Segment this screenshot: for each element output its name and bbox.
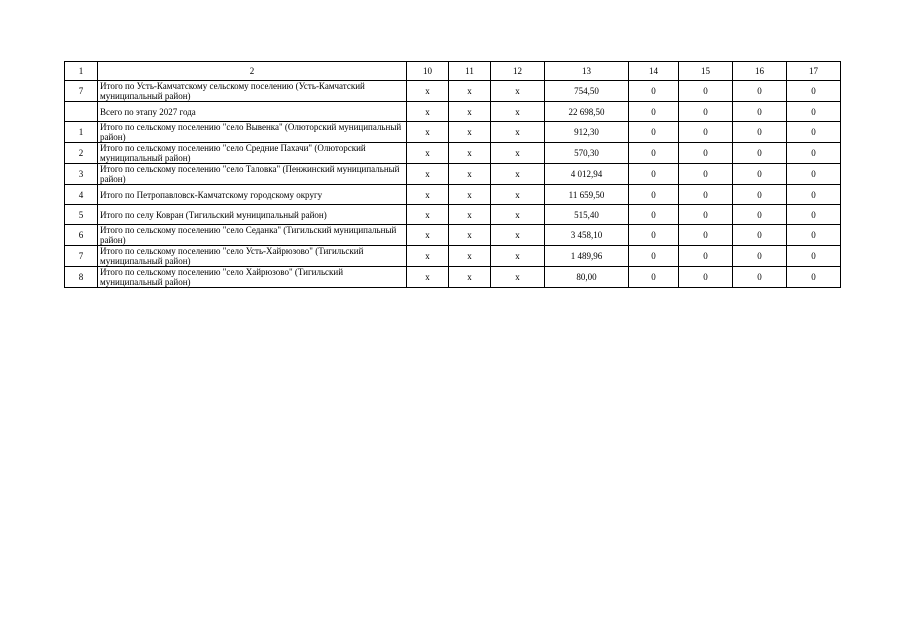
col10-cell: x — [407, 225, 449, 246]
col14-cell: 0 — [629, 246, 679, 267]
col10-cell: x — [407, 81, 449, 102]
col14-cell: 0 — [629, 225, 679, 246]
row-number-cell: 3 — [65, 164, 98, 185]
table-row — [65, 267, 841, 288]
row-number-cell: 7 — [65, 246, 98, 267]
row-name-cell: Всего по этапу 2027 года — [98, 102, 407, 122]
amount-cell: 570,30 — [545, 143, 629, 164]
row-number-cell: 2 — [65, 143, 98, 164]
col14-cell: 0 — [629, 102, 679, 122]
column-header: 17 — [787, 62, 841, 81]
col11-cell: x — [449, 102, 491, 122]
col15-cell: 0 — [679, 102, 733, 122]
amount-cell: 1 489,96 — [545, 246, 629, 267]
col11-cell: x — [449, 246, 491, 267]
amount-cell: 3 458,10 — [545, 225, 629, 246]
table-row — [65, 205, 841, 225]
col16-cell: 0 — [733, 122, 787, 143]
table-row — [65, 81, 841, 102]
row-name-cell: Итого по селу Ковран (Тигильский муниципальный район) — [98, 205, 407, 225]
col15-cell: 0 — [679, 143, 733, 164]
row-number-cell: 4 — [65, 185, 98, 205]
col14-cell: 0 — [629, 267, 679, 288]
column-header: 13 — [545, 62, 629, 81]
table-row — [65, 143, 841, 164]
col10-cell: x — [407, 164, 449, 185]
col15-cell: 0 — [679, 225, 733, 246]
column-header: 12 — [491, 62, 545, 81]
col15-cell: 0 — [679, 164, 733, 185]
amount-cell: 80,00 — [545, 267, 629, 288]
row-number-cell: 8 — [65, 267, 98, 288]
row-name-cell: Итого по сельскому поселению "село Вывенка" (Олюторский муниципальный район) — [98, 122, 407, 143]
col17-cell: 0 — [787, 185, 841, 205]
col17-cell: 0 — [787, 102, 841, 122]
amount-cell: 912,30 — [545, 122, 629, 143]
col12-cell: x — [491, 267, 545, 288]
row-number-cell: 6 — [65, 225, 98, 246]
col16-cell: 0 — [733, 164, 787, 185]
col12-cell: x — [491, 122, 545, 143]
col16-cell: 0 — [733, 81, 787, 102]
row-name-cell: Итого по Усть-Камчатскому сельскому поселению (Усть-Камчатский муниципальный район) — [98, 81, 407, 102]
col11-cell: x — [449, 122, 491, 143]
col16-cell: 0 — [733, 225, 787, 246]
table-row — [65, 225, 841, 246]
col11-cell: x — [449, 225, 491, 246]
amount-cell: 22 698,50 — [545, 102, 629, 122]
col10-cell: x — [407, 122, 449, 143]
table-row — [65, 102, 841, 122]
col17-cell: 0 — [787, 81, 841, 102]
column-header: 11 — [449, 62, 491, 81]
col15-cell: 0 — [679, 267, 733, 288]
col16-cell: 0 — [733, 143, 787, 164]
col14-cell: 0 — [629, 164, 679, 185]
col16-cell: 0 — [733, 246, 787, 267]
col15-cell: 0 — [679, 185, 733, 205]
row-name-cell: Итого по сельскому поселению "село Средние Пахачи" (Олюторский муниципальный район) — [98, 143, 407, 164]
col16-cell: 0 — [733, 205, 787, 225]
col11-cell: x — [449, 81, 491, 102]
col10-cell: x — [407, 267, 449, 288]
col15-cell: 0 — [679, 122, 733, 143]
col17-cell: 0 — [787, 122, 841, 143]
col11-cell: x — [449, 205, 491, 225]
row-number-cell: 1 — [65, 122, 98, 143]
column-header: 1 — [65, 62, 98, 81]
col10-cell: x — [407, 205, 449, 225]
row-name-cell: Итого по сельскому поселению "село Седанка" (Тигильский муниципальный район) — [98, 225, 407, 246]
col12-cell: x — [491, 205, 545, 225]
table-body — [65, 81, 841, 288]
col10-cell: x — [407, 102, 449, 122]
col16-cell: 0 — [733, 267, 787, 288]
row-number-cell: 7 — [65, 81, 98, 102]
col12-cell: x — [491, 102, 545, 122]
col11-cell: x — [449, 164, 491, 185]
column-header: 2 — [98, 62, 407, 81]
col14-cell: 0 — [629, 122, 679, 143]
col15-cell: 0 — [679, 81, 733, 102]
col14-cell: 0 — [629, 81, 679, 102]
col17-cell: 0 — [787, 143, 841, 164]
col11-cell: x — [449, 267, 491, 288]
col12-cell: x — [491, 164, 545, 185]
row-name-cell: Итого по сельскому поселению "село Таловка" (Пенжинский муниципальный район) — [98, 164, 407, 185]
col12-cell: x — [491, 246, 545, 267]
amount-cell: 515,40 — [545, 205, 629, 225]
col17-cell: 0 — [787, 164, 841, 185]
col12-cell: x — [491, 81, 545, 102]
column-header: 15 — [679, 62, 733, 81]
col11-cell: x — [449, 185, 491, 205]
amount-cell: 11 659,50 — [545, 185, 629, 205]
row-number-cell: 5 — [65, 205, 98, 225]
column-header: 16 — [733, 62, 787, 81]
data-table — [64, 61, 841, 288]
col17-cell: 0 — [787, 246, 841, 267]
col16-cell: 0 — [733, 102, 787, 122]
table-row — [65, 246, 841, 267]
row-name-cell: Итого по Петропавловск-Камчатскому городскому округу — [98, 185, 407, 205]
amount-cell: 754,50 — [545, 81, 629, 102]
col15-cell: 0 — [679, 246, 733, 267]
table-row — [65, 164, 841, 185]
col10-cell: x — [407, 185, 449, 205]
row-name-cell: Итого по сельскому поселению "село Хайрюзово" (Тигильский муниципальный район) — [98, 267, 407, 288]
table-row — [65, 185, 841, 205]
col14-cell: 0 — [629, 205, 679, 225]
col12-cell: x — [491, 185, 545, 205]
row-number-cell — [65, 102, 98, 122]
col10-cell: x — [407, 246, 449, 267]
col16-cell: 0 — [733, 185, 787, 205]
table-header-row — [65, 62, 841, 81]
col11-cell: x — [449, 143, 491, 164]
col14-cell: 0 — [629, 185, 679, 205]
col14-cell: 0 — [629, 143, 679, 164]
col17-cell: 0 — [787, 205, 841, 225]
col10-cell: x — [407, 143, 449, 164]
col17-cell: 0 — [787, 225, 841, 246]
table-row — [65, 122, 841, 143]
column-header: 10 — [407, 62, 449, 81]
column-header: 14 — [629, 62, 679, 81]
amount-cell: 4 012,94 — [545, 164, 629, 185]
row-name-cell: Итого по сельскому поселению "село Усть-Хайрюзово" (Тигильский муниципальный район) — [98, 246, 407, 267]
col12-cell: x — [491, 143, 545, 164]
col17-cell: 0 — [787, 267, 841, 288]
col15-cell: 0 — [679, 205, 733, 225]
col12-cell: x — [491, 225, 545, 246]
